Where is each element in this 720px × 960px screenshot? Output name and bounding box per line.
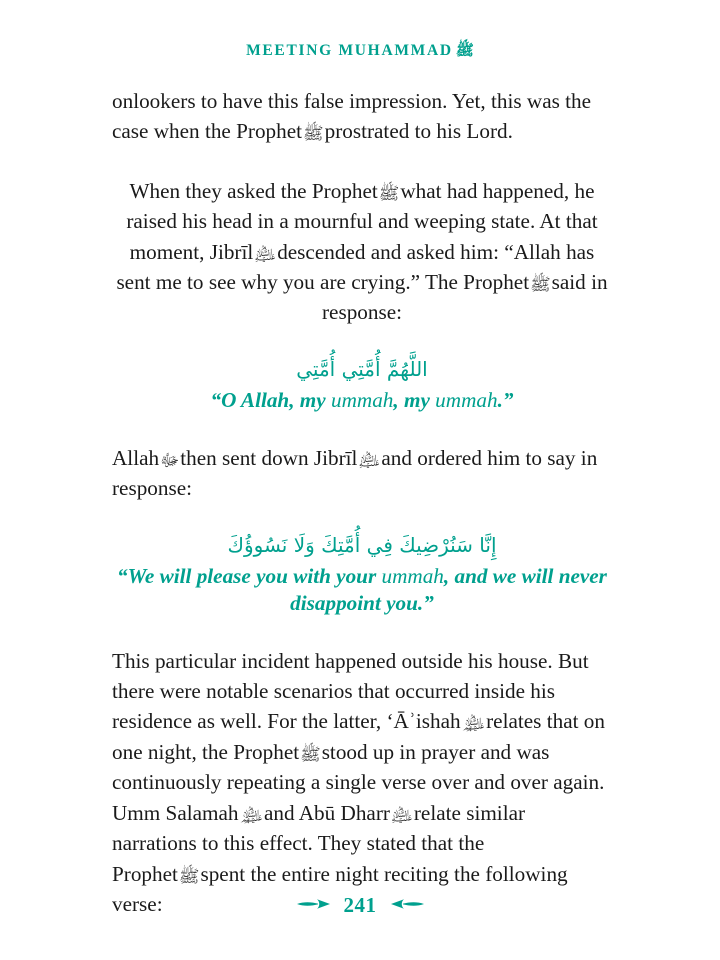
- translation-suffix: .”: [497, 387, 514, 412]
- translation-term-ummah: ummah: [331, 387, 394, 412]
- spacer: [112, 617, 612, 646]
- translation-middle: , my: [393, 387, 436, 412]
- translation-term-ummah: ummah: [381, 563, 444, 588]
- running-head-title: MEETING MUHAMMAD: [246, 42, 453, 59]
- paragraph-3-text-b: then sent down Jibrīl: [180, 445, 358, 470]
- arabic-quote-1: اللَّهُمَّ أُمَّتِي أُمَّتِي: [296, 356, 428, 381]
- spacer: [112, 328, 612, 352]
- spacer: [112, 147, 612, 176]
- paragraph-3-text-a: Allah: [112, 445, 160, 470]
- translation-prefix: “O Allah, my: [210, 387, 331, 412]
- paragraph-4-text-d: and Abū Dharr: [264, 800, 390, 825]
- paragraph-3: [112, 443, 612, 504]
- paragraph-1: [112, 86, 612, 147]
- sallallahu-alayhi-wasallam-icon: ﷺ: [378, 183, 400, 204]
- paragraph-4-text-a: This particular incident happened outside his house. But there were notable scenarios that occurred inside his residence as well. For the latter, ʻĀʾishah: [112, 648, 589, 734]
- sallallahu-alayhi-wasallam-icon: ﷺ: [303, 124, 324, 145]
- paragraph-2: [112, 176, 612, 328]
- page-footer: [0, 893, 720, 918]
- paragraph-4-text-b: relates that on one night, the Prophet: [112, 709, 605, 764]
- paragraph-2-text-c: descended and asked him: “Allah has sent me to see why you are crying.” The Prophet: [116, 239, 595, 295]
- radiyallahu-anhu-icon: ﵇: [390, 805, 413, 826]
- paragraph-4-text-e: relate similar narrations to this effect. They stated that the Prophet: [112, 800, 526, 886]
- quote-block-2: [112, 528, 612, 617]
- translation-suffix: , and we will never disappoint you.”: [290, 563, 607, 615]
- alayhis-salam-icon: ﵇: [254, 244, 277, 265]
- quote-translation-2: [112, 563, 612, 617]
- paragraph-2-text-a: When they asked the Prophet: [129, 178, 378, 203]
- sallallahu-alayhi-wasallam-icon: ﷺ: [455, 41, 474, 59]
- radiyallahu-anha-icon: ﵈: [461, 714, 486, 735]
- jalla-jalaluhu-icon: ﷻ: [160, 450, 180, 471]
- sallallahu-alayhi-wasallam-icon: ﷺ: [300, 744, 321, 765]
- paragraph-1-text-a: onlookers to have this false impression. Yet, this was the case when the Prophet: [112, 89, 592, 144]
- translation-prefix: “We will please you with your: [117, 563, 382, 588]
- leaf-arrow-left-icon: [390, 897, 424, 915]
- leaf-arrow-right-icon: [297, 897, 331, 915]
- sallallahu-alayhi-wasallam-icon: ﷺ: [530, 275, 551, 296]
- page-content: [112, 86, 612, 919]
- translation-term-ummah-2: ummah: [435, 387, 498, 412]
- paragraph-1-text-b: prostrated to his Lord.: [324, 119, 513, 144]
- sallallahu-alayhi-wasallam-icon: ﷺ: [178, 866, 200, 887]
- paragraph-3-text-c: and ordered him to say in response:: [112, 445, 598, 501]
- paragraph-2-text-d: said in response:: [321, 270, 608, 325]
- arabic-quote-2: إِنَّا سَنُرْضِيكَ فِي أُمَّتِكَ وَلَا نَسُوؤُكَ: [227, 532, 497, 557]
- paragraph-4: [112, 646, 612, 920]
- paragraph-4-text-c: stood up in prayer and was continuously repeating a single verse over and over again. Umm Salamah: [112, 739, 605, 825]
- radiyallahu-anha-icon: ﵈: [239, 805, 264, 826]
- quote-translation-1: [112, 387, 612, 414]
- running-head: [0, 41, 720, 63]
- spacer: [112, 414, 612, 443]
- alayhis-salam-icon: ﵇: [358, 450, 381, 471]
- paragraph-4-text-f: spent the entire night reciting the following verse:: [112, 861, 568, 916]
- paragraph-2-text-b: what had happened, he raised his head in a mournful and weeping state. At that moment, Jibrīl: [126, 178, 598, 264]
- quote-block-1: [112, 352, 612, 414]
- spacer: [112, 504, 612, 528]
- page-number: 241: [343, 893, 377, 917]
